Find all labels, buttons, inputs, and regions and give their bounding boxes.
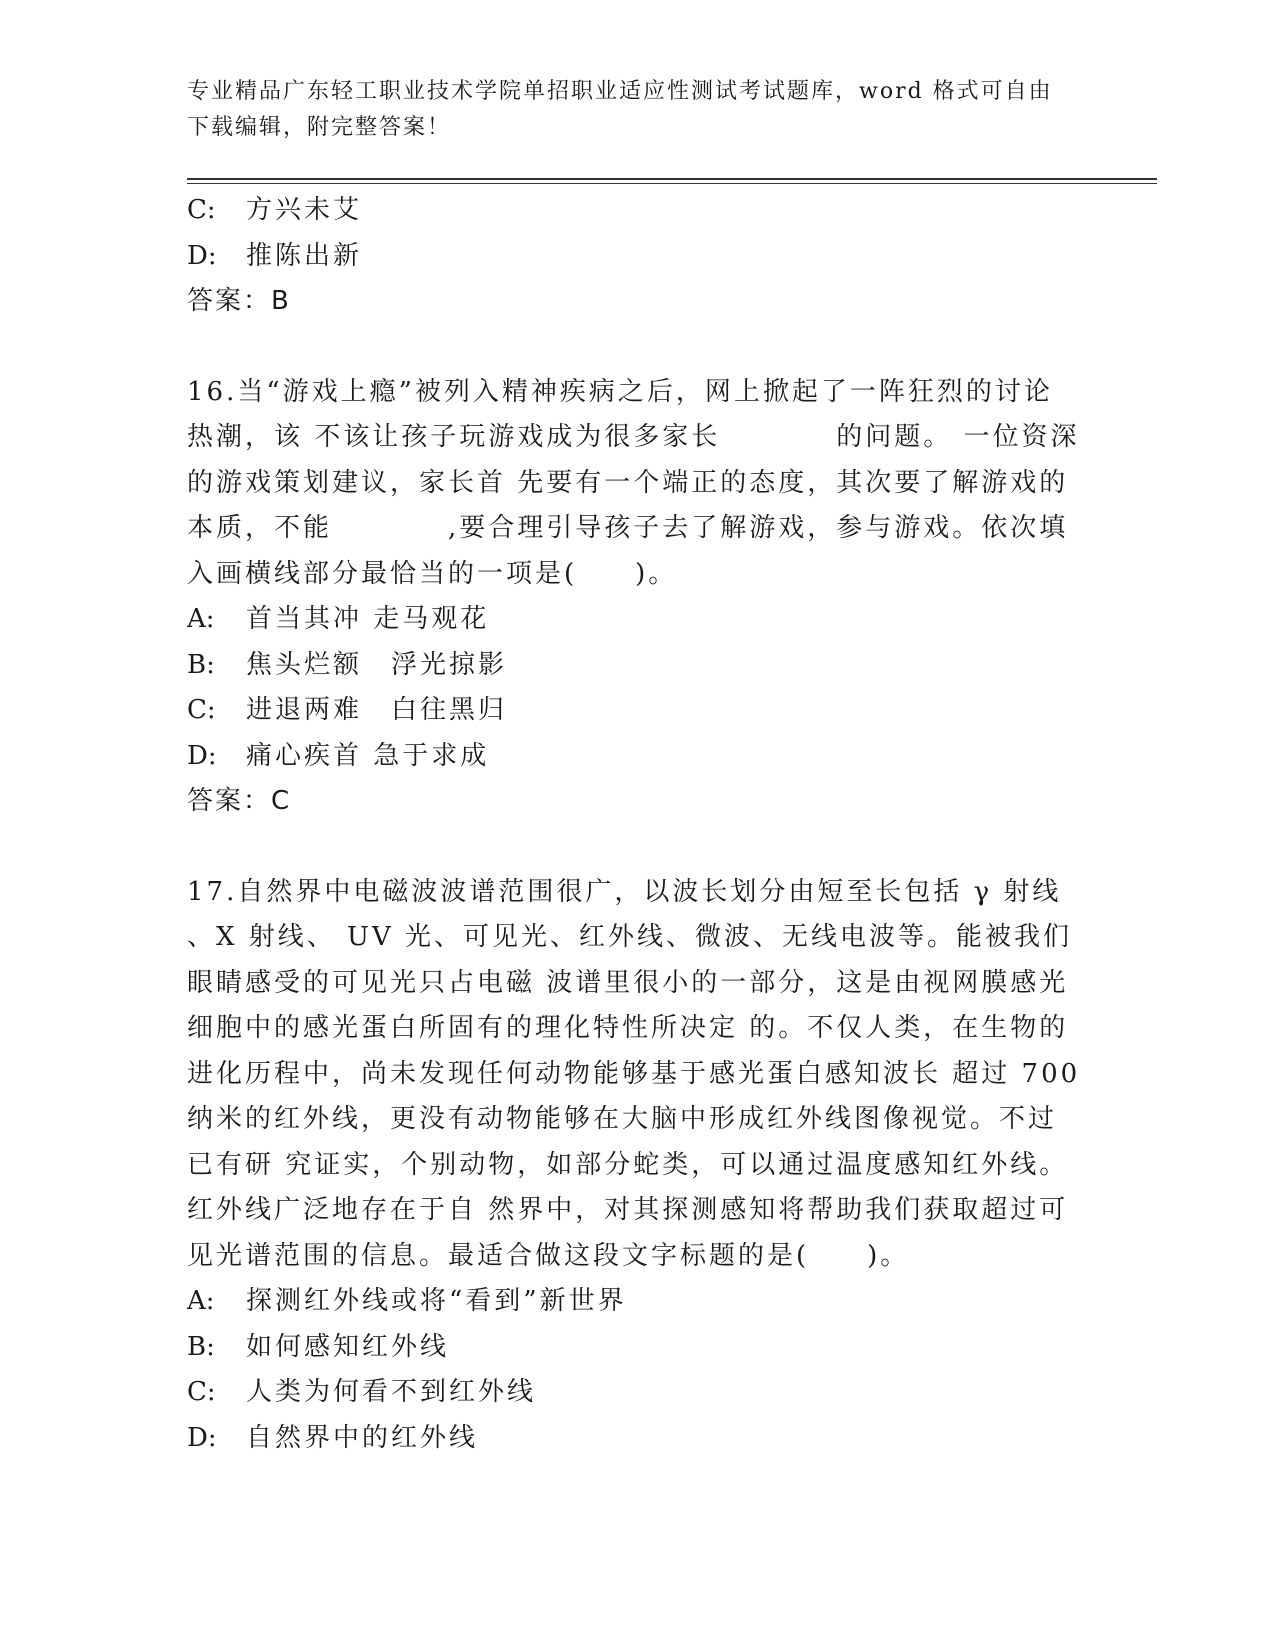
- answer-line: 答案：B: [187, 286, 291, 316]
- question-stem-line: 、X 射线、 UV 光、可见光、红外线、微波、无线电波等。能被我们: [187, 922, 1072, 952]
- question-stem-line: 进化历程中，尚未发现任何动物能够基于感光蛋白感知波长 超过 700: [187, 1058, 1081, 1089]
- option-key: C:: [187, 695, 216, 725]
- option-text: 推陈出新: [246, 240, 363, 271]
- spacer: [187, 825, 1087, 870]
- option-b: [187, 1325, 1087, 1371]
- option-key: D:: [187, 240, 217, 271]
- question-stem-line: 本质，不能 ,要合理引导孩子去了解游戏，参与游戏。依次填: [187, 513, 1069, 543]
- header-line-2: 下载编辑，附完整答案！: [187, 115, 452, 140]
- question-15-tail: [187, 188, 1087, 325]
- document-header: [187, 74, 1087, 146]
- option-text: 自然界中的红外线: [246, 1422, 479, 1453]
- question-stem-line: 眼睛感受的可见光只占电磁 波谱里很小的一部分，这是由视网膜感光: [187, 967, 1069, 998]
- option-text: 首当其冲 走马观花: [246, 604, 490, 634]
- option-text: 方兴未艾: [246, 195, 363, 225]
- option-key: D:: [187, 1422, 217, 1453]
- question-stem-line: 见光谱范围的信息。最适合做这段文字标题的是( )。: [187, 1240, 910, 1271]
- option-d: [187, 1416, 1087, 1462]
- option-text: 如何感知红外线: [246, 1331, 450, 1362]
- question-content: [187, 188, 1087, 1461]
- option-text: 人类为何看不到红外线: [246, 1377, 537, 1407]
- option-c: [187, 688, 1087, 734]
- option-d: [187, 234, 1087, 280]
- option-a: [187, 597, 1087, 643]
- question-stem-line: 纳米的红外线，更没有动物能够在大脑中形成红外线图像视觉。不过: [187, 1104, 1058, 1134]
- option-text: 痛心疾首 急于求成: [246, 740, 490, 771]
- option-c: [187, 1370, 1087, 1416]
- option-c: [187, 188, 1087, 234]
- question-stem-line: 17.自然界中电磁波波谱范围很广，以波长划分由短至长包括 γ 射线: [187, 876, 1062, 907]
- question-stem-line: 已有研 究证实，个别动物，如部分蛇类，可以通过温度感知红外线。: [187, 1149, 1069, 1180]
- option-text: 焦头烂额 浮光掠影: [246, 649, 508, 680]
- option-b: [187, 643, 1087, 689]
- option-key: A:: [187, 604, 215, 634]
- question-stem-line: 热潮，该 不该让孩子玩游戏成为很多家长 的问题。 一位资深: [187, 422, 1080, 452]
- option-key: B:: [187, 649, 215, 680]
- header-line-1: 专业精品广东轻工职业技术学院单招职业适应性测试考试题库，word 格式可自由: [187, 79, 1053, 104]
- option-key: A:: [187, 1286, 215, 1316]
- option-key: D:: [187, 740, 217, 771]
- question-stem-line: 红外线广泛地存在于自 然界中，对其探测感知将帮助我们获取超过可: [187, 1195, 1069, 1225]
- option-key: C:: [187, 195, 216, 225]
- answer-line: 答案：C: [187, 786, 292, 816]
- question-stem-line: 的游戏策划建议，家长首 先要有一个端正的态度，其次要了解游戏的: [187, 467, 1069, 498]
- spacer: [187, 325, 1087, 370]
- question-17: [187, 870, 1087, 1462]
- option-a: [187, 1279, 1087, 1325]
- header-divider-thick: [187, 178, 1157, 180]
- question-16: [187, 370, 1087, 825]
- option-text: 进退两难 白往黑归: [246, 695, 508, 725]
- header-divider-thin: [187, 183, 1157, 184]
- option-key: C:: [187, 1377, 216, 1407]
- option-text: 探测红外线或将“看到”新世界: [246, 1286, 627, 1316]
- option-d: [187, 734, 1087, 780]
- question-stem-line: 入画横线部分最恰当的一项是( )。: [187, 558, 678, 589]
- question-stem-line: 16.当“游戏上瘾”被列入精神疾病之后，网上掀起了一阵狂烈的讨论: [187, 376, 1053, 407]
- question-stem-line: 细胞中的感光蛋白所固有的理化特性所决定 的。不仅人类，在生物的: [187, 1013, 1069, 1043]
- option-key: B:: [187, 1331, 215, 1362]
